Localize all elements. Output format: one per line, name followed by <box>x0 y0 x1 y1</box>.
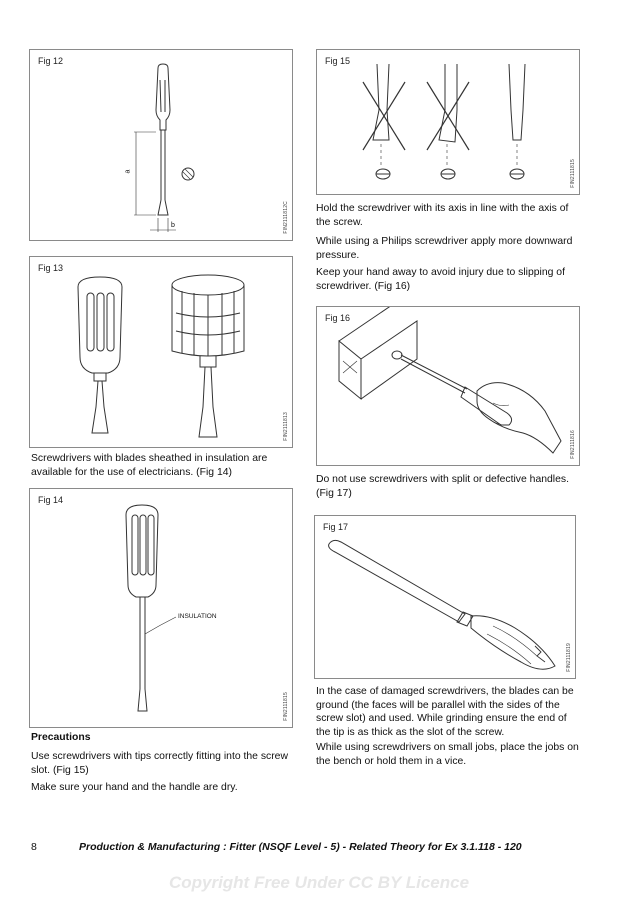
screwdriver-dimension-drawing <box>30 50 294 242</box>
figure-code: FIN2111813 <box>283 412 289 441</box>
insulated-screwdriver-drawing <box>30 489 294 729</box>
figure-label: Fig 15 <box>325 56 351 66</box>
precaution-tips-fit: Use screwdrivers with tips correctly fitting into the screw slot. (Fig 15) <box>31 751 288 776</box>
screwdriver-handles-drawing <box>30 257 294 449</box>
figure-code: FIN2111819 <box>566 643 572 672</box>
copyright-watermark: Copyright Free Under CC BY Licence <box>168 873 470 892</box>
tip-fitting-drawing <box>317 50 581 196</box>
figure-label: Fig 12 <box>38 56 64 66</box>
figure-label: Fig 17 <box>323 522 349 532</box>
split-handle-drawing <box>315 516 577 680</box>
precaution-philips-pressure: While using a Philips screwdriver apply more downward pressure. <box>316 236 573 261</box>
dimension-a-label: a <box>124 169 132 174</box>
figure-13 <box>29 256 293 448</box>
precaution-dry-hands: Make sure your hand and the handle are dry. <box>31 782 238 793</box>
precaution-damaged-blades: In the case of damaged screwdrivers, the blades can be ground (the faces will be parallel with the sides of the screw slot) and used. While grinding ensure the end of the tip is as thick as the slot of the screw. <box>316 686 574 738</box>
dimension-b-label: b <box>171 222 175 229</box>
figure-16 <box>316 306 580 466</box>
figure-12 <box>29 49 293 241</box>
precautions-heading: Precautions <box>31 732 91 743</box>
figure-14 <box>29 488 293 728</box>
footer-title: Production & Manufacturing : Fitter (NSQF Level - 5) - Related Theory for Ex 3.1.118 - 120 <box>79 841 522 853</box>
figure-code: FIN2111815 <box>283 692 289 721</box>
precaution-axis-alignment: Hold the screwdriver with its axis in line with the axis of the screw. <box>316 203 569 228</box>
figure-code: FIN2111816 <box>570 430 576 459</box>
precaution-small-jobs: While using screwdrivers on small jobs, place the jobs on the bench or hold them in a vice. <box>316 742 579 767</box>
precaution-defective-handles: Do not use screwdrivers with split or defective handles. (Fig 17) <box>316 474 569 499</box>
figure-label: Fig 14 <box>38 495 64 505</box>
insulation-callout: INSULATION <box>178 613 217 620</box>
figure-15 <box>316 49 580 195</box>
figure-label: Fig 16 <box>325 313 351 323</box>
insulated-intro-paragraph: Screwdrivers with blades sheathed in insulation are available for the use of electricians. (Fig 14) <box>31 453 268 478</box>
figure-label: Fig 13 <box>38 263 64 273</box>
figure-17 <box>314 515 576 679</box>
hand-on-screwdriver-drawing <box>317 307 581 467</box>
figure-code: FIN2111812C <box>283 201 289 234</box>
page-number: 8 <box>31 841 37 853</box>
figure-code: FIN2111815 <box>570 159 576 188</box>
precaution-hand-away: Keep your hand away to avoid injury due to slipping of screwdriver. (Fig 16) <box>316 267 565 292</box>
